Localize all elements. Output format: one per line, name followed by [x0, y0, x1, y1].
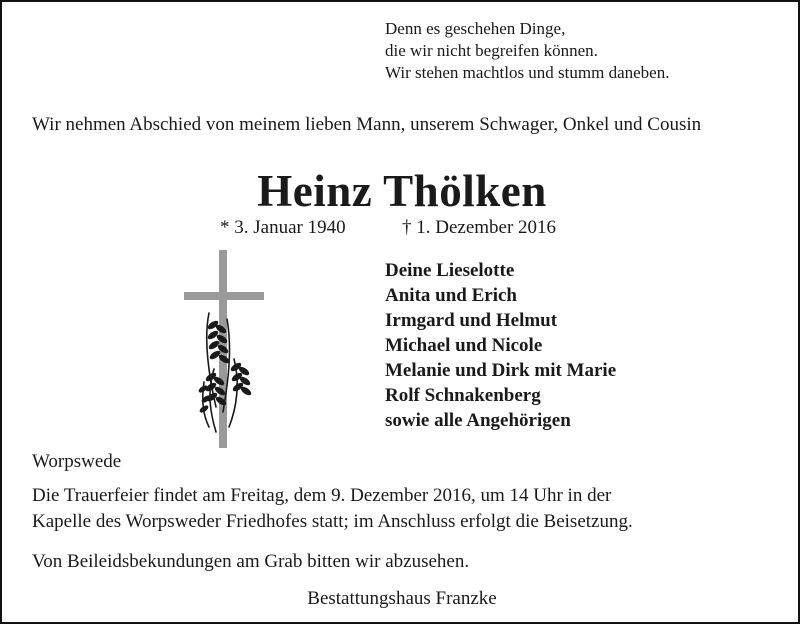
- mourner: sowie alle Angehörigen: [385, 410, 571, 431]
- place-name: Worpswede: [32, 451, 122, 472]
- quote-line: Denn es geschehen Dinge,: [385, 19, 566, 38]
- quote-line: die wir nicht begreifen können.: [385, 41, 598, 60]
- death-date: † 1. Dezember 2016: [402, 217, 557, 238]
- service-line: Die Trauerfeier findet am Freitag, dem 9. Dezember 2016, um 14 Uhr in der: [32, 485, 612, 506]
- mourners-list: [385, 258, 616, 433]
- mourner: Rolf Schnakenberg: [385, 385, 541, 406]
- quote-block: [385, 18, 785, 84]
- funeral-service-info: [32, 483, 782, 535]
- mourner: Anita und Erich: [385, 285, 517, 306]
- condolence-note: Von Beileidsbekundungen am Grab bitten wir abzusehen.: [32, 551, 470, 572]
- birth-date: * 3. Januar 1940: [220, 217, 346, 238]
- farewell-intro: Wir nehmen Abschied von meinem lieben Mann, unserem Schwager, Onkel und Cousin: [32, 114, 702, 135]
- mourner: Michael und Nicole: [385, 335, 543, 356]
- undertaker-name: Bestattungshaus Franzke: [307, 588, 497, 609]
- deceased-name: Heinz Thölken: [257, 166, 547, 216]
- mourner: Melanie und Dirk mit Marie: [385, 360, 617, 381]
- quote-line: Wir stehen machtlos und stumm daneben.: [385, 63, 670, 82]
- cross-with-wheat-icon: [182, 247, 272, 457]
- service-line: Kapelle des Worpsweder Friedhofes statt; im Anschluss erfolgt die Beisetzung.: [32, 511, 633, 532]
- mourner: Irmgard und Helmut: [385, 310, 558, 331]
- mourner: Deine Lieselotte: [385, 260, 515, 281]
